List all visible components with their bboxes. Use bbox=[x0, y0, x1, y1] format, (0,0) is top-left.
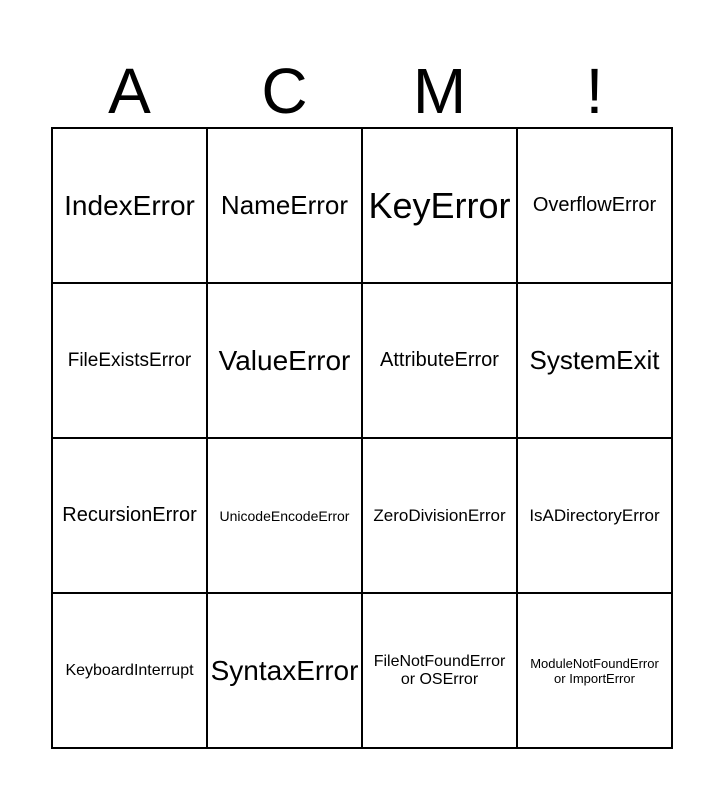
cell-label: IndexError bbox=[64, 189, 195, 221]
bingo-cell[interactable] bbox=[518, 129, 673, 284]
cell-label: FileNotFoundError or OSError bbox=[373, 652, 506, 688]
bingo-board bbox=[51, 127, 673, 749]
bingo-cell[interactable] bbox=[363, 594, 518, 749]
bingo-cell[interactable] bbox=[363, 284, 518, 439]
header-letter: A bbox=[108, 55, 151, 127]
bingo-header bbox=[52, 56, 672, 126]
bingo-cell[interactable] bbox=[53, 284, 208, 439]
cell-label: KeyError bbox=[368, 184, 511, 226]
bingo-cell[interactable] bbox=[208, 439, 363, 594]
bingo-cell[interactable] bbox=[53, 594, 208, 749]
cell-label: ValueError bbox=[218, 344, 351, 376]
bingo-cell[interactable] bbox=[208, 284, 363, 439]
cell-label: ZeroDivisionError bbox=[373, 505, 506, 525]
bingo-cell[interactable] bbox=[363, 439, 518, 594]
bingo-cell[interactable] bbox=[53, 439, 208, 594]
header-letter: C bbox=[261, 55, 308, 127]
cell-label: KeyboardInterrupt bbox=[65, 661, 194, 679]
bingo-cell[interactable] bbox=[208, 594, 363, 749]
bingo-cell[interactable] bbox=[363, 129, 518, 284]
cell-label: AttributeError bbox=[380, 349, 499, 371]
bingo-cell[interactable] bbox=[518, 594, 673, 749]
cell-label: RecursionError bbox=[62, 504, 197, 526]
cell-label: NameError bbox=[220, 190, 349, 220]
bingo-cell[interactable] bbox=[518, 439, 673, 594]
cell-label: FileExistsError bbox=[67, 349, 192, 371]
cell-label: ModuleNotFoundError or ImportError bbox=[530, 655, 659, 686]
bingo-cell[interactable] bbox=[518, 284, 673, 439]
header-letter: ! bbox=[585, 55, 604, 127]
cell-label: IsADirectoryError bbox=[529, 505, 660, 525]
bingo-cell[interactable] bbox=[53, 129, 208, 284]
cell-label: UnicodeEncodeError bbox=[219, 507, 350, 524]
cell-label: SyntaxError bbox=[210, 654, 359, 686]
bingo-cell[interactable] bbox=[208, 129, 363, 284]
cell-label: OverflowError bbox=[532, 194, 657, 216]
header-letter: M bbox=[412, 55, 467, 127]
cell-label: SystemExit bbox=[529, 345, 660, 375]
